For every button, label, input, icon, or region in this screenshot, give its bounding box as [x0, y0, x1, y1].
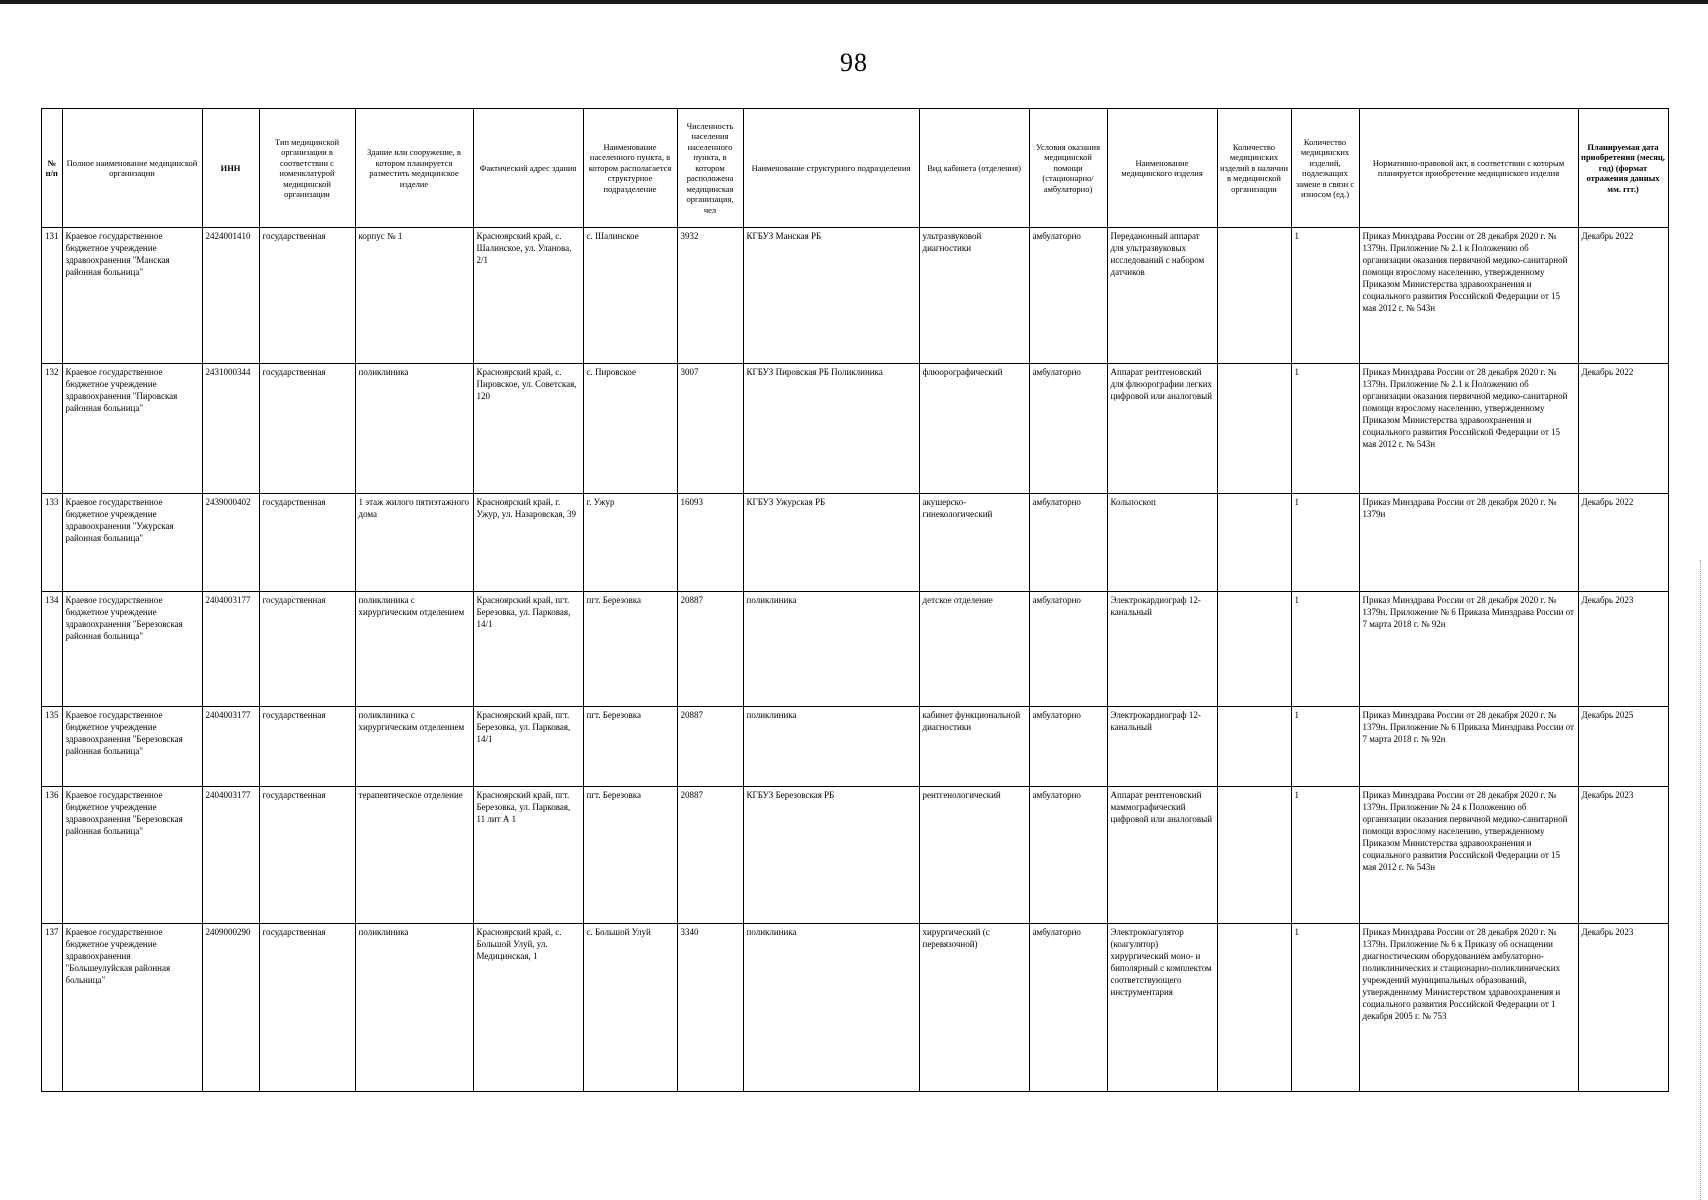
- cell-org: Краевое государственное бюджетное учреждение здравоохранения "Большеулуйская районная больница": [62, 924, 202, 1092]
- header-qty-have: Количество медицинских изделий в наличии в медицинской организации: [1217, 109, 1291, 228]
- cell-item: Аппарат рентгеновский маммографический цифровой или аналоговый: [1107, 787, 1217, 924]
- cell-type: государственная: [259, 494, 355, 592]
- cell-address: Красноярский край, с. Пировское, ул. Советская, 120: [473, 364, 583, 494]
- cell-unit: КГБУЗ Березовская РБ: [743, 787, 919, 924]
- cell-qty-replace: 1: [1291, 494, 1359, 592]
- cell-type: государственная: [259, 364, 355, 494]
- cell-qty-replace: 1: [1291, 228, 1359, 364]
- cell-act: Приказ Минздрава России от 28 декабря 2020 г. № 1379н. Приложение № 6 Приказа Минздрава России от 7 марта 2018 г. № 92н: [1359, 592, 1578, 707]
- cell-org: Краевое государственное бюджетное учреждение здравоохранения "Березовская районная больница": [62, 787, 202, 924]
- cell-qty-have: [1217, 924, 1291, 1092]
- header-locality: Наименование населенного пункта, в котором располагается структурное подразделение: [583, 109, 677, 228]
- cell-qty-have: [1217, 494, 1291, 592]
- table-row: [42, 924, 1669, 1092]
- cell-population: 20887: [677, 592, 743, 707]
- cell-date: Декабрь 2022: [1578, 364, 1668, 494]
- cell-qty-have: [1217, 364, 1291, 494]
- cell-org: Краевое государственное бюджетное учреждение здравоохранения "Манская районная больница": [62, 228, 202, 364]
- cell-item: Электрокардиограф 12-канальный: [1107, 707, 1217, 787]
- cell-qty-replace: 1: [1291, 707, 1359, 787]
- cell-conditions: амбулаторно: [1029, 494, 1107, 592]
- header-act: Нормативно-правовой акт, в соответствии с которым планируется приобретение медицинского изделия: [1359, 109, 1578, 228]
- cell-date: Декабрь 2025: [1578, 707, 1668, 787]
- cell-inn: 2409000290: [202, 924, 259, 1092]
- header-cabinet: Вид кабинета (отделения): [919, 109, 1029, 228]
- cell-act: Приказ Минздрава России от 28 декабря 2020 г. № 1379н. Приложение № 2.1 к Положению об организации оказания первичной медико-санитарной помощи взрослому населению, утвержденному Приказом Министерства здравоохранения и социального развития Российской Федерации от 15 мая 2012 г. № 543н: [1359, 364, 1578, 494]
- cell-cabinet: ультразвуковой диагностики: [919, 228, 1029, 364]
- cell-building: поликлиника с хирургическим отделением: [355, 592, 473, 707]
- cell-cabinet: акушерско-гинекологический: [919, 494, 1029, 592]
- cell-qty-replace: 1: [1291, 364, 1359, 494]
- cell-building: корпус № 1: [355, 228, 473, 364]
- cell-date: Декабрь 2023: [1578, 924, 1668, 1092]
- cell-cabinet: кабинет функциональной диагностики: [919, 707, 1029, 787]
- cell-conditions: амбулаторно: [1029, 364, 1107, 494]
- cell-conditions: амбулаторно: [1029, 592, 1107, 707]
- cell-act: Приказ Минздрава России от 28 декабря 2020 г. № 1379н. Приложение № 2.1 к Положению об организации оказания первичной медико-санитарной помощи взрослому населению, утвержденному Приказом Министерства здравоохранения и социального развития Российской Федерации от 15 мая 2012 г. № 543н: [1359, 228, 1578, 364]
- cell-address: Красноярский край, г. Ужур, ул. Назаровская, 39: [473, 494, 583, 592]
- cell-inn: 2439000402: [202, 494, 259, 592]
- cell-address: Красноярский край, с. Большой Улуй, ул. Медицинская, 1: [473, 924, 583, 1092]
- cell-conditions: амбулаторно: [1029, 924, 1107, 1092]
- cell-population: 20887: [677, 787, 743, 924]
- cell-qty-have: [1217, 787, 1291, 924]
- cell-qty-have: [1217, 592, 1291, 707]
- equipment-table: [41, 108, 1669, 1092]
- cell-item: Электрокардиограф 12-канальный: [1107, 592, 1217, 707]
- table-row: [42, 494, 1669, 592]
- cell-date: Декабрь 2022: [1578, 494, 1668, 592]
- cell-unit: КГБУЗ Ужурская РБ: [743, 494, 919, 592]
- cell-type: государственная: [259, 787, 355, 924]
- header-org: Полное наименование медицинской организации: [62, 109, 202, 228]
- cell-date: Декабрь 2022: [1578, 228, 1668, 364]
- cell-item: Электрокоагулятор (коагулятор) хирургический моно- и биполярный с комплектом соответствующего инструментария: [1107, 924, 1217, 1092]
- cell-locality: с. Шалинское: [583, 228, 677, 364]
- header-address: Фактический адрес здания: [473, 109, 583, 228]
- cell-num: 134: [42, 592, 63, 707]
- cell-act: Приказ Минздрава России от 28 декабря 2020 г. № 1379н. Приложение № 24 к Положению об организации оказания первичной медико-санитарной помощи взрослому населению, утвержденному Приказом Министерства здравоохранения и социального развития Российской Федерации от 15 мая 2012 г. № 543н: [1359, 787, 1578, 924]
- cell-locality: пгт. Березовка: [583, 592, 677, 707]
- cell-population: 16093: [677, 494, 743, 592]
- header-conditions: Условия оказания медицинской помощи (стационарно/ амбулаторно): [1029, 109, 1107, 228]
- cell-locality: пгт. Березовка: [583, 707, 677, 787]
- cell-inn: 2404003177: [202, 592, 259, 707]
- cell-item: Переданонный аппарат для ультразвуковых исследований с набором датчиков: [1107, 228, 1217, 364]
- cell-act: Приказ Минздрава России от 28 декабря 2020 г. № 1379н. Приложение № 6 к Приказу об оснащении диагностическим оборудованием амбулаторно-поликлинических и стационарно-поликлинических учреждений муниципальных образований, утвержденному Министерством здравоохранения и социального развития Российской Федерации от 1 декабря 2005 г. № 753: [1359, 924, 1578, 1092]
- table-row: [42, 707, 1669, 787]
- cell-num: 133: [42, 494, 63, 592]
- cell-org: Краевое государственное бюджетное учреждение здравоохранения "Березовская районная больница": [62, 592, 202, 707]
- cell-date: Декабрь 2023: [1578, 787, 1668, 924]
- cell-inn: 2424001410: [202, 228, 259, 364]
- cell-qty-have: [1217, 707, 1291, 787]
- page-number: 98: [840, 48, 868, 77]
- table-row: [42, 228, 1669, 364]
- cell-cabinet: флюорографический: [919, 364, 1029, 494]
- table-header-row: [42, 109, 1669, 228]
- cell-address: Красноярский край, пгт. Березовка, ул. Парковая, 14/1: [473, 707, 583, 787]
- cell-population: 3007: [677, 364, 743, 494]
- cell-cabinet: хирургический (с перевязочной): [919, 924, 1029, 1092]
- cell-building: поликлиника с хирургическим отделением: [355, 707, 473, 787]
- header-type: Тип медицинской организации в соответствии с номенклатурой медицинской организации: [259, 109, 355, 228]
- cell-inn: 2431000344: [202, 364, 259, 494]
- cell-type: государственная: [259, 228, 355, 364]
- cell-unit: поликлиника: [743, 707, 919, 787]
- cell-org: Краевое государственное бюджетное учреждение здравоохранения "Пировская районная больница": [62, 364, 202, 494]
- cell-type: государственная: [259, 592, 355, 707]
- table-row: [42, 364, 1669, 494]
- cell-locality: пгт. Березовка: [583, 787, 677, 924]
- cell-building: 1 этаж жилого пятиэтажного дома: [355, 494, 473, 592]
- cell-num: 131: [42, 228, 63, 364]
- cell-org: Краевое государственное бюджетное учреждение здравоохранения "Ужурская районная больница": [62, 494, 202, 592]
- header-date: Планируемая дата приобретения (месяц, год) (формат отражения данных мм. ггг.): [1578, 109, 1668, 228]
- cell-item: Кольпоскоп: [1107, 494, 1217, 592]
- cell-qty-replace: 1: [1291, 592, 1359, 707]
- cell-num: 135: [42, 707, 63, 787]
- cell-cabinet: рентгенологический: [919, 787, 1029, 924]
- cell-qty-have: [1217, 228, 1291, 364]
- scan-edge-line: [1700, 560, 1701, 1200]
- top-border-line: [0, 0, 1708, 4]
- cell-act: Приказ Минздрава России от 28 декабря 2020 г. № 1379н: [1359, 494, 1578, 592]
- cell-unit: поликлиника: [743, 924, 919, 1092]
- header-qty-replace: Количество медицинских изделий, подлежащих замене в связи с износом (ед.): [1291, 109, 1359, 228]
- cell-building: поликлиника: [355, 924, 473, 1092]
- cell-qty-replace: 1: [1291, 787, 1359, 924]
- cell-population: 3932: [677, 228, 743, 364]
- cell-num: 137: [42, 924, 63, 1092]
- cell-org: Краевое государственное бюджетное учреждение здравоохранения "Березовская районная больница": [62, 707, 202, 787]
- cell-conditions: амбулаторно: [1029, 228, 1107, 364]
- cell-building: поликлиника: [355, 364, 473, 494]
- cell-num: 132: [42, 364, 63, 494]
- header-building: Здание или сооружение, в котором планируется разместить медицинское изделие: [355, 109, 473, 228]
- table-row: [42, 787, 1669, 924]
- header-unit: Наименование структурного подразделения: [743, 109, 919, 228]
- cell-address: Красноярский край, пгт. Березовка, ул. Парковая, 14/1: [473, 592, 583, 707]
- cell-qty-replace: 1: [1291, 924, 1359, 1092]
- header-inn: ИНН: [202, 109, 259, 228]
- cell-item: Аппарат рентгеновский для флюорографии легких цифровой или аналоговый: [1107, 364, 1217, 494]
- cell-conditions: амбулаторно: [1029, 707, 1107, 787]
- cell-locality: с. Большой Улуй: [583, 924, 677, 1092]
- table-row: [42, 592, 1669, 707]
- cell-type: государственная: [259, 924, 355, 1092]
- cell-address: Красноярский край, пгт. Березовка, ул. Парковая, 11 лит А 1: [473, 787, 583, 924]
- cell-population: 3340: [677, 924, 743, 1092]
- cell-date: Декабрь 2023: [1578, 592, 1668, 707]
- cell-building: терапевтическое отделение: [355, 787, 473, 924]
- cell-type: государственная: [259, 707, 355, 787]
- cell-unit: поликлиника: [743, 592, 919, 707]
- cell-cabinet: детское отделение: [919, 592, 1029, 707]
- header-num: № п/п: [42, 109, 63, 228]
- cell-unit: КГБУЗ Манская РБ: [743, 228, 919, 364]
- cell-inn: 2404003177: [202, 787, 259, 924]
- cell-population: 20887: [677, 707, 743, 787]
- cell-act: Приказ Минздрава России от 28 декабря 2020 г. № 1379н. Приложение № 6 Приказа Минздрава России от 7 марта 2018 г. № 92н: [1359, 707, 1578, 787]
- cell-locality: с. Пировское: [583, 364, 677, 494]
- cell-inn: 2404003177: [202, 707, 259, 787]
- cell-unit: КГБУЗ Пировская РБ Поликлиника: [743, 364, 919, 494]
- header-population: Численность населения населенного пункта, в котором расположена медицинская организация, чел: [677, 109, 743, 228]
- cell-locality: г. Ужур: [583, 494, 677, 592]
- cell-conditions: амбулаторно: [1029, 787, 1107, 924]
- header-item: Наименование медицинского изделия: [1107, 109, 1217, 228]
- cell-address: Красноярский край, с. Шалинское, ул. Уланова, 2/1: [473, 228, 583, 364]
- cell-num: 136: [42, 787, 63, 924]
